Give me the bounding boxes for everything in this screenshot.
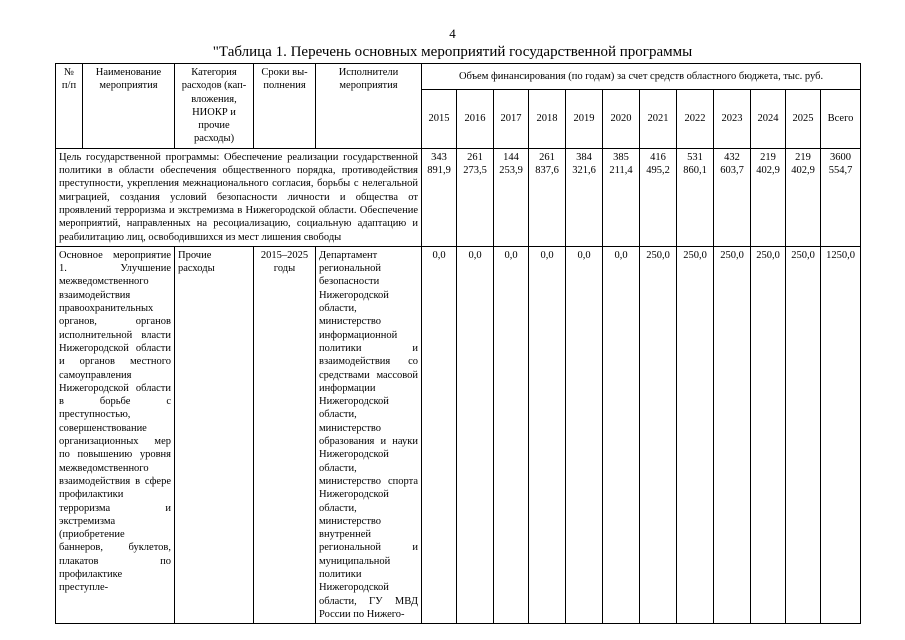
measure-value: 250,0 <box>751 246 786 623</box>
measure-value: 250,0 <box>677 246 714 623</box>
goal-text: Цель государственной программы: Обеспечение реализации государственной политики в области обеспечения общественного порядка, противодействия преступности, укрепления межнационального согласия, борьбы с нелегальной миграцией, создания условий безопасности личности и общества от проявлений терроризма и экстремизма в Нижегородской области. Обеспечение мероприятий, направленных на ресоциализацию, социальную адаптацию и реабилитацию лиц, освободившихся из мест лишения свободы <box>56 148 422 246</box>
header-year: 2016 <box>457 89 494 148</box>
goal-value: 144 253,9 <box>494 148 529 246</box>
measure-row <box>56 246 861 623</box>
header-year: 2024 <box>751 89 786 148</box>
goal-value: 343 891,9 <box>422 148 457 246</box>
measure-category: Прочие расходы <box>175 246 254 623</box>
header-year: 2022 <box>677 89 714 148</box>
measure-value: 0,0 <box>422 246 457 623</box>
header-terms: Сроки вы-полнения <box>254 64 316 149</box>
measure-value: 250,0 <box>640 246 677 623</box>
goal-value: 385 211,4 <box>603 148 640 246</box>
header-year: 2019 <box>566 89 603 148</box>
measure-value: 250,0 <box>786 246 821 623</box>
measure-terms: 2015–2025 годы <box>254 246 316 623</box>
goal-value-total: 3600 554,7 <box>821 148 861 246</box>
goal-value: 531 860,1 <box>677 148 714 246</box>
header-year: 2017 <box>494 89 529 148</box>
header-year: 2018 <box>529 89 566 148</box>
header-year: 2020 <box>603 89 640 148</box>
goal-value: 219 402,9 <box>751 148 786 246</box>
goal-value: 261 837,6 <box>529 148 566 246</box>
header-year: 2015 <box>422 89 457 148</box>
measure-value: 0,0 <box>566 246 603 623</box>
goal-value: 384 321,6 <box>566 148 603 246</box>
goal-value: 261 273,5 <box>457 148 494 246</box>
header-num: № п/п <box>56 64 83 149</box>
header-year: 2025 <box>786 89 821 148</box>
goal-value: 416 495,2 <box>640 148 677 246</box>
header-year-total: Всего <box>821 89 861 148</box>
measure-value: 250,0 <box>714 246 751 623</box>
measure-value: 0,0 <box>603 246 640 623</box>
table-title: "Таблица 1. Перечень основных мероприятий государственной программы <box>212 44 693 60</box>
measure-name: Основное мероприятие 1. Улучшение межведомственного взаимодействия правоохранительных органов, органов исполнительной власти Нижегородской области и органов местного самоуправления Нижегородской области в борьбе с преступностью, совершенствование организационных мер по повышению уровня межведомственного взаимодействия в сфере профилактики терроризма и экстремизма (приобретение баннеров, буклетов, плакатов по профилактике преступле- <box>56 246 175 623</box>
header-funding: Объем финансирования (по годам) за счет средств областного бюджета, тыс. руб. <box>422 64 861 90</box>
header-year: 2021 <box>640 89 677 148</box>
measure-value: 0,0 <box>494 246 529 623</box>
measure-value: 0,0 <box>529 246 566 623</box>
goal-row <box>56 148 861 246</box>
goal-value: 219 402,9 <box>786 148 821 246</box>
header-category: Категория расходов (кап-вложения, НИОКР и прочие расходы) <box>175 64 254 149</box>
measure-value: 0,0 <box>457 246 494 623</box>
header-executors: Исполнители мероприятия <box>316 64 422 149</box>
page-number: 4 <box>449 26 456 41</box>
goal-value: 432 603,7 <box>714 148 751 246</box>
header-name: Наименование мероприятия <box>83 64 175 149</box>
measure-executors: Департамент региональной безопасности Нижегородской области, министерство информационной политики и взаимодействия со средствами массовой информации Нижегородской области, министерство образования и науки Нижегородской области, министерство спорта Нижегородской области, министерство внутренней региональной и муниципальной политики Нижегородской области, ГУ МВД России по Нижего- <box>316 246 422 623</box>
header-year: 2023 <box>714 89 751 148</box>
measure-value-total: 1250,0 <box>821 246 861 623</box>
measures-table <box>55 63 861 624</box>
